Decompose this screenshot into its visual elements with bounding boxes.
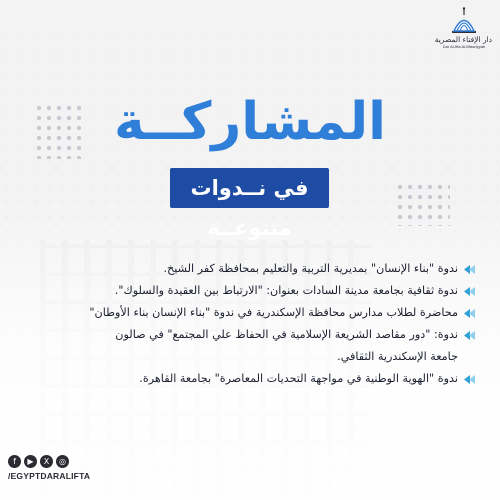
double-arrow-icon xyxy=(463,264,476,275)
list-item-text: محاضرة لطلاب مدارس محافظة الإسكندرية في ندوة "بناء الإنسان بناء الأوطان" xyxy=(89,306,458,319)
list-item-text: ندوة "الهوية الوطنية في مواجهة التحديات المعاصرة" بجامعة القاهرة. xyxy=(139,372,458,385)
activity-list xyxy=(36,258,476,390)
list-item xyxy=(36,258,476,280)
list-item-text: ندوة "بناء الإنسان" بمديرية التربية والتعليم بمحافظة كفر الشيخ. xyxy=(163,262,458,275)
logo-english-name: Dar Al-Ifta Al-Missriyyah xyxy=(442,44,486,50)
double-arrow-icon xyxy=(463,374,476,385)
double-arrow-icon xyxy=(463,286,476,297)
list-item-text: ندوة: "دور مقاصد الشريعة الإسلامية في الحفاظ علي المجتمع" في صالون xyxy=(115,328,458,341)
facebook-icon[interactable]: f xyxy=(8,455,21,468)
double-arrow-icon xyxy=(463,330,476,341)
decorative-dots-right xyxy=(395,182,450,226)
list-item-continuation xyxy=(36,346,476,368)
instagram-icon[interactable]: ◎ xyxy=(56,455,69,468)
youtube-icon[interactable]: ▶ xyxy=(24,455,37,468)
list-item xyxy=(36,280,476,302)
list-item xyxy=(36,302,476,324)
logo-arabic-name: دار الإفتاء المصرية xyxy=(434,35,492,44)
page-title: المشاركــة xyxy=(114,92,386,152)
x-icon[interactable]: X xyxy=(40,455,53,468)
double-arrow-icon xyxy=(463,308,476,319)
social-icons xyxy=(8,455,69,468)
list-item xyxy=(36,368,476,390)
social-handle: /EGYPTDARALIFTA xyxy=(8,471,91,481)
list-item xyxy=(36,324,476,346)
subtitle-text: في نــدوات متنوعــة xyxy=(190,176,309,240)
list-item-text: ندوة ثقافية بجامعة مدينة السادات بعنوان: "الارتباط بين العقيدة والسلوك". xyxy=(114,284,458,297)
dome-icon xyxy=(449,6,479,36)
dar-al-ifta-logo xyxy=(436,6,492,66)
list-item-text: جامعة الإسكندرية الثقافي. xyxy=(337,350,458,363)
